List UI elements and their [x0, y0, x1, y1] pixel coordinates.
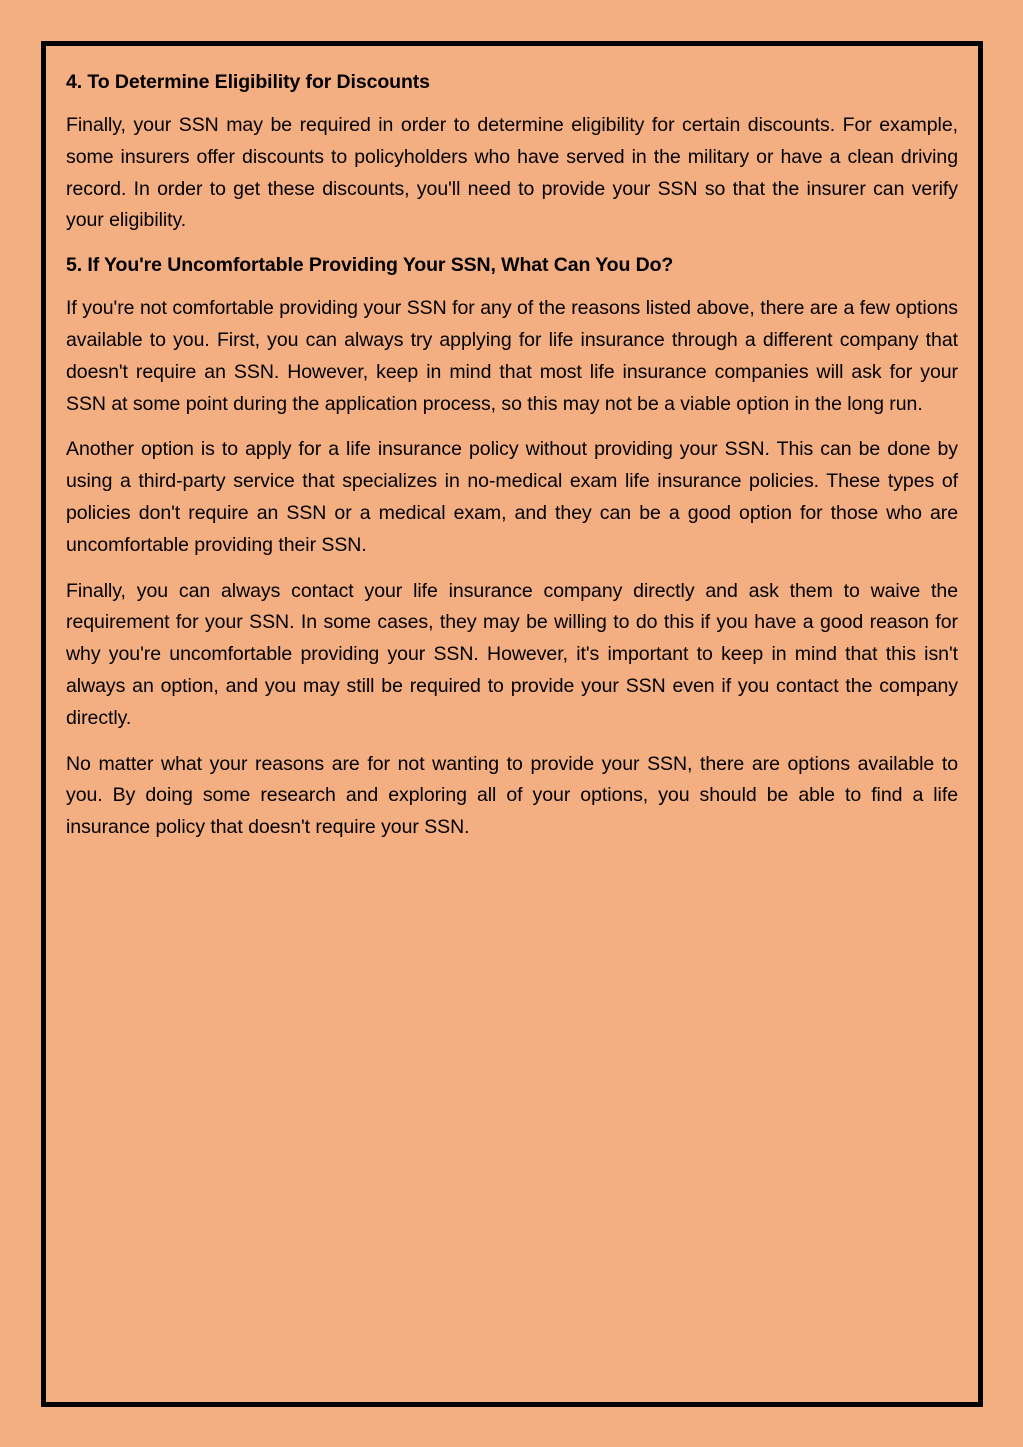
paragraph-conclusion: No matter what your reasons are for not wanting to provide your SSN, there are options available to you. By doing some research and exploring all of your options, you should be able to find a life insurance policy that doesn't require your SSN. [66, 752, 958, 839]
page-frame [41, 41, 983, 1407]
paragraph-third-party: Another option is to apply for a life insurance policy without providing your SSN. This can be done by using a third-party service that specializes in no-medical exam life insurance policies. These types of policies don't require an SSN or a medical exam, and they can be a good option for those who are uncomfortable providing their SSN. [66, 438, 958, 556]
paragraph-options-intro: If you're not comfortable providing your SSN for any of the reasons listed above, there are a few options available to you. First, you can always try applying for life insurance through a different company that doesn't require an SSN. However, keep in mind that most life insurance companies will ask for your SSN at some point during the application process, so this may not be a viable option in the long run. [66, 297, 958, 415]
section-heading-discounts: 4. To Determine Eligibility for Discounts [66, 71, 430, 93]
section-heading-uncomfortable: 5. If You're Uncomfortable Providing Your SSN, What Can You Do? [66, 254, 674, 277]
document-content [66, 60, 958, 858]
paragraph-contact-company: Finally, you can always contact your life insurance company directly and ask them to waive the requirement for your SSN. In some cases, they may be willing to do this if you have a good reason for why you're uncomfortable providing your SSN. However, it's important to keep in mind that this isn't always an option, and you may still be required to provide your SSN even if you contact the company directly. [66, 579, 958, 729]
paragraph-discounts: Finally, your SSN may be required in order to determine eligibility for certain discounts. For example, some insurers offer discounts to policyholders who have served in the military or have a clean driving record. In order to get these discounts, you'll need to provide your SSN so that the insurer can verify your eligibility. [66, 114, 958, 232]
